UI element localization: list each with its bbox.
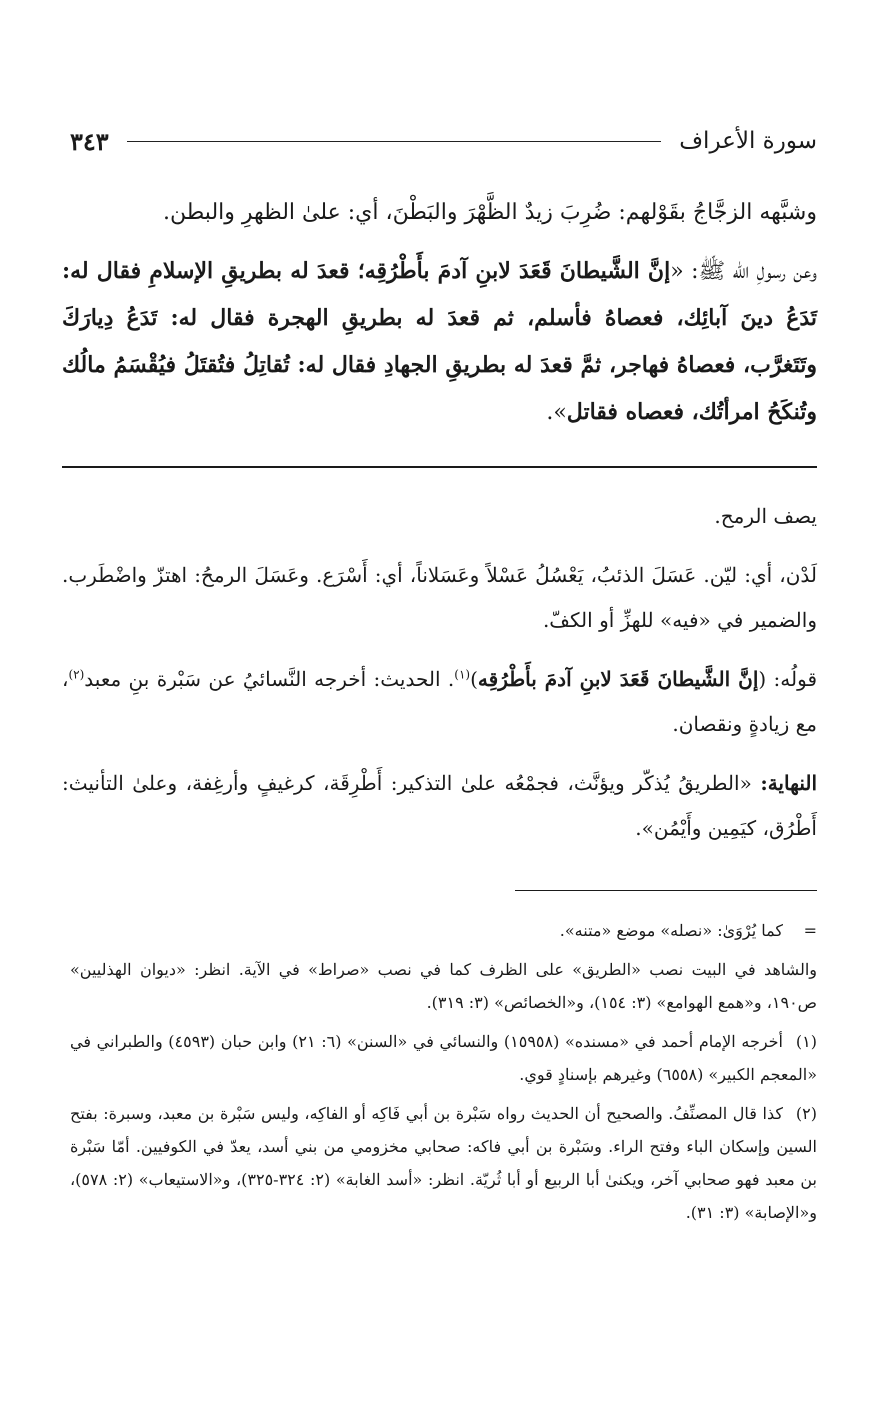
continuation-marker: = (803, 921, 817, 940)
quoted-hadith: إنَّ الشَّيطانَ قَعَدَ لابنِ آدمَ بأَطْرُقِه (477, 667, 759, 691)
source-label: النهاية: (760, 771, 817, 795)
footnote-1 (70, 1025, 817, 1091)
page-number: ٣٤٣ (70, 126, 109, 156)
commentary-text-end: ، مع زيادةٍ ونقصان. (62, 667, 817, 736)
footnote-2-text: كذا قال المصنِّفُ. والصحيح أن الحديث رواه سَبْرة بن أبي فَاكِه أو الفاكِه، وليس سَبْرة بن معبد، وسبرة: بفتح السين وإسكان الباء وفتح الراء. وسَبْرة بن أبي فاكه: صحابي مخزومي من بني أسد، يعدّ في الكوفيين. أمّا سَبْرة بن معبد فهو صحابي آخر، ويكنىٰ أبا الربيع أو أبا ثُريّة. انظر: «أسد الغابة» (٢: ٣٢٤-٣٢٥)، و«الاستيعاب» (٢: ٥٧٨)، و«الإصابة» (٣: ٣١). (70, 1104, 818, 1222)
page-header (70, 124, 817, 158)
quote-close: ) (470, 667, 478, 691)
footnote-continued (70, 914, 817, 947)
footnote-1-text: أخرجه الإمام أحمد في «مسنده» (١٥٩٥٨) والنسائي في «السنن» (٦: ٢١) وابن حبان (٤٥٩٣) والطبراني في «المعجم الكبير» (٦٥٥٨) وغيرهم بإسنادٍ قوي. (70, 1032, 817, 1084)
footnote-2 (70, 1097, 817, 1229)
footnote-continued-2: والشاهد في البيت نصب «الطريق» على الظرف كما في نصب «صراط» في الآية. انظر: «ديوان الهذليين» ص١٩٠، و«همع الهوامع» (٣: ١٥٤)، و«الخصائص» (٣: ٣١٩). (70, 960, 817, 1012)
hadith-text: إنَّ الشَّيطانَ قَعَدَ لابنِ آدمَ بأَطْرُقِه؛ قعدَ له بطريقِ الإسلامِ فقال له: تَدَعُ دينَ آبائِك، فعصاهُ فأسلم، ثم قعدَ له بطريقِ الهجرة فقال له: تَدَعُ دِيارَكَ وتَتَغرَّب، فعصاهُ فهاجر، ثمَّ قعدَ له بطريقِ الجهادِ فقال له: تُقاتِلُ فتُقتَلُ فيُقْسَمُ مالُك وتُنكَحُ امرأتُك، فعصاه فقاتل (62, 258, 817, 425)
hadith-intro: وعن رسولِ الله ﷺ: « (670, 259, 817, 284)
text-commentary-divider (62, 466, 817, 468)
footnote-ref-2[interactable]: (٢) (68, 667, 85, 682)
main-paragraph-1: وشبَّهه الزجَّاجُ بقَوْلهم: ضُرِبَ زيدٌ الظَّهْرَ والبَطْنَ، أي: علىٰ الظهرِ والبطن. (163, 200, 817, 225)
main-text (62, 190, 817, 448)
commentary (62, 494, 817, 865)
commentary-text: . الحديث: أخرجه النَّسائيُ عن سَبْرة بنِ معبد (84, 667, 455, 691)
footnote-2-marker: (٢) (795, 1104, 818, 1123)
quote-open: قولُه: ( (758, 667, 818, 691)
commentary-paragraph-4 (62, 761, 817, 851)
footnote-ref-1[interactable]: (١) (454, 667, 471, 682)
main-paragraph-2 (62, 248, 817, 436)
footnotes (70, 914, 817, 1235)
commentary-paragraph-3 (62, 657, 817, 747)
commentary-paragraph-2: لَدْن، أي: ليّن. عَسَلَ الذئبُ، يَعْسُلُ عَسْلاً وعَسَلاناً، أي: أَسْرَع. وعَسَلَ الرمحُ: اهتزّ واضْطَرب. والضمير في «فيه» للهزِّ أو الكفّ. (62, 563, 817, 632)
footnote-1-marker: (١) (795, 1032, 817, 1051)
footnote-continued-line: كما يُرْوَىٰ: «نصله» موضع «متنه». (559, 921, 783, 940)
source-quote: «الطريقُ يُذكّر ويؤنَّث، فجمْعُه علىٰ التذكير: أَطْرِقَة، كرغيفٍ وأرغِفة، وعلىٰ التأنيث: أَطْرُق، كيَمِين وأَيْمُن». (62, 771, 817, 840)
footnote-separator (515, 890, 817, 891)
header-rule (127, 141, 662, 142)
commentary-paragraph-1: يصف الرمح. (714, 504, 817, 528)
sura-title: سورة الأعراف (679, 128, 817, 154)
hadith-close: ». (546, 400, 567, 425)
